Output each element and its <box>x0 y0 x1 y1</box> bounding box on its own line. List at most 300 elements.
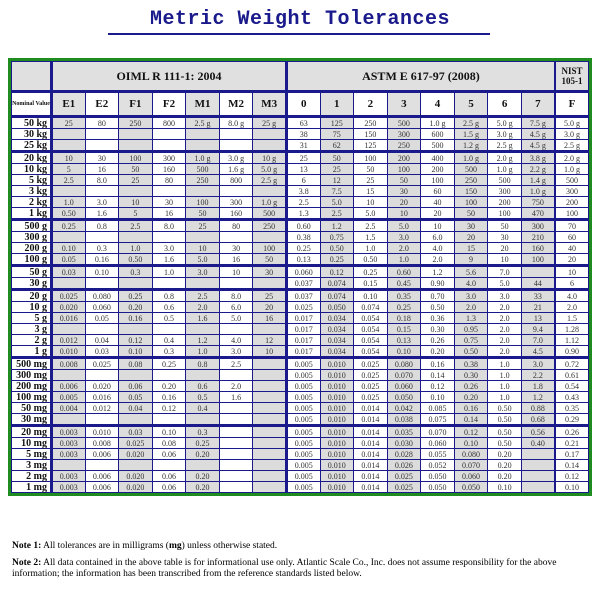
tolerance-cell: 13 <box>286 164 320 175</box>
tolerance-cell: 2.0 <box>488 313 522 324</box>
tolerance-cell <box>85 186 119 197</box>
tolerance-cell: 0.50 <box>52 208 86 220</box>
tolerance-cell: 200 <box>555 197 589 208</box>
tolerance-cell: 150 <box>454 186 488 197</box>
tolerance-cell: 6.0 <box>421 232 455 243</box>
tolerance-cell: 1.6 <box>186 313 220 324</box>
tolerance-cell <box>253 358 287 370</box>
tolerance-cell: 200 <box>421 164 455 175</box>
tolerance-cell: 20 <box>421 208 455 220</box>
tolerance-cell: 0.56 <box>521 426 555 438</box>
tolerance-cell: 50 <box>119 164 153 175</box>
nominal-value-cell: 30 kg <box>12 129 52 140</box>
tolerance-cell: 0.050 <box>387 392 421 403</box>
tolerance-cell: 0.13 <box>387 335 421 346</box>
tolerance-cell <box>521 266 555 278</box>
tolerance-cell: 100 <box>421 175 455 186</box>
tolerance-cell: 0.14 <box>454 414 488 426</box>
corner-cell <box>12 62 52 92</box>
tolerance-cell: 0.3 <box>119 266 153 278</box>
tolerance-cell: 0.020 <box>85 381 119 392</box>
tolerance-cell: 0.005 <box>286 403 320 414</box>
tolerance-cell: 0.25 <box>152 358 186 370</box>
tolerance-cell: 160 <box>521 243 555 254</box>
tolerance-cell: 0.05 <box>52 254 86 266</box>
tolerance-cell: 0.14 <box>421 370 455 381</box>
tolerance-cell: 0.40 <box>521 438 555 449</box>
tolerance-cell: 0.50 <box>488 438 522 449</box>
tolerance-cell: 0.50 <box>421 302 455 313</box>
tolerance-cell: 33 <box>521 290 555 302</box>
tolerance-cell: 0.60 <box>286 220 320 232</box>
tolerance-cell: 10 <box>421 220 455 232</box>
nominal-value-cell: 1 kg <box>12 208 52 220</box>
nominal-value-cell: 10 kg <box>12 164 52 175</box>
tolerance-cell: 0.025 <box>354 358 388 370</box>
tolerance-cell: 0.12 <box>119 335 153 346</box>
tolerance-cell <box>152 232 186 243</box>
tolerance-cell: 1.5 <box>354 232 388 243</box>
tolerance-cell <box>253 129 287 140</box>
tolerance-cell: 600 <box>421 129 455 140</box>
tolerance-cell: 40 <box>555 243 589 254</box>
tolerance-cell: 1.0 g <box>186 152 220 164</box>
tolerance-cell: 0.12 <box>555 471 589 482</box>
note-2-label: Note 2: <box>12 558 42 568</box>
tolerance-cell: 0.6 <box>186 381 220 392</box>
tolerance-cell: 0.008 <box>85 438 119 449</box>
table-row <box>12 152 589 164</box>
tolerance-cell: 10 <box>186 243 220 254</box>
tolerance-cell: 4.0 <box>555 290 589 302</box>
tolerance-table <box>11 61 589 493</box>
tolerance-table-frame <box>8 58 592 496</box>
tolerance-cell: 70 <box>555 220 589 232</box>
table-row <box>12 313 589 324</box>
nominal-value-cell: 50 g <box>12 266 52 278</box>
tolerance-cell: 0.10 <box>85 266 119 278</box>
tolerance-cell: 30 <box>152 197 186 208</box>
tolerance-cell: 10 <box>387 208 421 220</box>
table-row <box>12 346 589 358</box>
tolerance-cell: 0.017 <box>286 335 320 346</box>
tolerance-cell: 300 <box>555 186 589 197</box>
tolerance-cell: 2.5 <box>119 220 153 232</box>
tolerance-cell: 1.4 g <box>521 175 555 186</box>
tolerance-cell: 15 <box>454 243 488 254</box>
tolerance-cell: 0.010 <box>320 460 354 471</box>
tolerance-cell: 0.8 <box>186 358 220 370</box>
tolerance-cell <box>253 414 287 426</box>
tolerance-cell: 0.5 <box>152 313 186 324</box>
tolerance-cell: 7.5 g <box>521 117 555 129</box>
tolerance-cell: 0.035 <box>387 426 421 438</box>
tolerance-cell: 0.025 <box>85 358 119 370</box>
tolerance-cell <box>152 370 186 381</box>
table-row <box>12 381 589 392</box>
column-header: 0 <box>286 92 320 117</box>
tolerance-cell: 0.060 <box>286 266 320 278</box>
tolerance-cell: 1.6 <box>219 392 253 403</box>
tolerance-cell: 0.005 <box>286 381 320 392</box>
tolerance-cell <box>119 186 153 197</box>
tolerance-cell: 5.6 <box>454 266 488 278</box>
tolerance-cell: 0.030 <box>387 438 421 449</box>
tolerance-cell: 0.006 <box>85 471 119 482</box>
tolerance-cell: 3.0 <box>488 290 522 302</box>
tolerance-cell: 0.05 <box>85 313 119 324</box>
nominal-value-cell: 10 g <box>12 302 52 313</box>
tolerance-cell: 0.070 <box>421 426 455 438</box>
tolerance-cell: 0.028 <box>387 449 421 460</box>
tolerance-cell: 1.2 <box>421 266 455 278</box>
table-row <box>12 358 589 370</box>
tolerance-cell: 2.2 <box>521 370 555 381</box>
tolerance-cell: 1.0 g <box>454 152 488 164</box>
tolerance-cell: 8.0 g <box>219 117 253 129</box>
tolerance-cell: 60 <box>555 232 589 243</box>
nominal-value-cell: 200 mg <box>12 381 52 392</box>
tolerance-cell <box>52 232 86 243</box>
tolerance-cell: 0.21 <box>555 438 589 449</box>
column-header: F1 <box>119 92 153 117</box>
tolerance-cell <box>219 460 253 471</box>
tolerance-cell: 3.8 g <box>521 152 555 164</box>
tolerance-cell: 0.080 <box>387 358 421 370</box>
tolerance-cell: 0.10 <box>488 482 522 493</box>
table-row <box>12 220 589 232</box>
note-1-text-end: ) unless otherwise stated. <box>181 541 278 551</box>
tolerance-cell: 500 <box>555 175 589 186</box>
tolerance-cell: 0.35 <box>387 290 421 302</box>
tolerance-cell: 2.0 g <box>555 152 589 164</box>
nominal-value-cell: 3 kg <box>12 186 52 197</box>
tolerance-cell: 0.010 <box>320 414 354 426</box>
tolerance-cell: 0.8 <box>85 220 119 232</box>
tolerance-cell: 0.080 <box>454 449 488 460</box>
tolerance-cell <box>52 140 86 152</box>
nominal-value-cell: 5 kg <box>12 175 52 186</box>
tolerance-cell: 300 <box>219 197 253 208</box>
tolerance-cell: 0.006 <box>85 482 119 493</box>
tolerance-cell: 0.04 <box>119 403 153 414</box>
table-row <box>12 460 589 471</box>
tolerance-cell: 0.16 <box>119 313 153 324</box>
nominal-value-cell: 100 g <box>12 254 52 266</box>
tolerance-cell: 0.6 <box>152 302 186 313</box>
tolerance-cell: 200 <box>488 197 522 208</box>
tolerance-cell: 0.010 <box>320 482 354 493</box>
tolerance-cell: 12 <box>320 175 354 186</box>
tolerance-cell: 1.0 <box>152 266 186 278</box>
tolerance-cell: 6 <box>555 278 589 290</box>
tolerance-cell: 0.034 <box>320 313 354 324</box>
tolerance-cell: 1.0 <box>488 358 522 370</box>
tolerance-cell: 0.085 <box>421 403 455 414</box>
nominal-value-cell: 20 kg <box>12 152 52 164</box>
table-row <box>12 254 589 266</box>
note-2-text: All data contained in the above table is for informational use only. Atlantic Scale Co., Inc. does not assume responsibility for the above information; the information has been transcribed from the reference standards listed below. <box>12 558 557 579</box>
tolerance-cell: 0.060 <box>387 381 421 392</box>
tolerance-cell: 1.0 <box>488 392 522 403</box>
tolerance-cell <box>219 403 253 414</box>
tolerance-cell: 0.61 <box>555 370 589 381</box>
tolerance-cell: 0.010 <box>320 438 354 449</box>
nominal-value-cell: 1 mg <box>12 482 52 493</box>
column-header: F2 <box>152 92 186 117</box>
tolerance-cell: 2.0 <box>555 302 589 313</box>
table-row <box>12 186 589 197</box>
tolerance-cell: 0.080 <box>85 290 119 302</box>
tolerance-cell: 0.08 <box>152 438 186 449</box>
tolerance-cell <box>119 278 153 290</box>
tolerance-cell: 13 <box>521 313 555 324</box>
tolerance-cell: 2.0 <box>421 254 455 266</box>
tolerance-cell: 0.042 <box>387 403 421 414</box>
column-header: E2 <box>85 92 119 117</box>
tolerance-cell: 0.005 <box>286 460 320 471</box>
tolerance-cell: 0.14 <box>555 460 589 471</box>
tolerance-cell: 0.16 <box>421 358 455 370</box>
tolerance-cell <box>186 232 220 243</box>
tolerance-cell: 8.0 <box>85 175 119 186</box>
tolerance-cell: 20 <box>253 302 287 313</box>
tolerance-cell: 25 <box>286 152 320 164</box>
tolerance-cell <box>186 140 220 152</box>
tolerance-cell: 0.010 <box>320 392 354 403</box>
oiml-group-header: OIML R 111-1: 2004 <box>52 62 287 92</box>
tolerance-cell: 50 <box>488 220 522 232</box>
tolerance-cell: 25 <box>52 117 86 129</box>
tolerance-cell: 25 <box>186 220 220 232</box>
tolerance-cell: 5.0 <box>320 197 354 208</box>
table-row <box>12 335 589 346</box>
tolerance-cell: 470 <box>521 208 555 220</box>
tolerance-cell: 100 <box>186 197 220 208</box>
table-row <box>12 175 589 186</box>
tolerance-cell: 7.0 <box>488 266 522 278</box>
tolerance-cell <box>219 482 253 493</box>
tolerance-cell: 0.30 <box>421 324 455 335</box>
table-row <box>12 370 589 381</box>
tolerance-cell: 3.0 <box>85 197 119 208</box>
tolerance-cell: 3.0 <box>521 358 555 370</box>
nominal-value-cell: 200 g <box>12 243 52 254</box>
tolerance-cell: 0.90 <box>555 346 589 358</box>
tolerance-cell: 0.060 <box>421 438 455 449</box>
tolerance-cell: 5 <box>119 208 153 220</box>
tolerance-cell: 300 <box>152 152 186 164</box>
tolerance-cell: 30 <box>253 266 287 278</box>
tolerance-cell: 0.3 <box>186 426 220 438</box>
tolerance-cell: 0.034 <box>320 346 354 358</box>
nominal-value-cell: 30 mg <box>12 414 52 426</box>
tolerance-cell <box>219 278 253 290</box>
tolerance-cell: 20 <box>555 254 589 266</box>
tolerance-cell: 0.17 <box>555 449 589 460</box>
tolerance-cell: 10 <box>488 254 522 266</box>
tolerance-cell: 0.5 <box>186 392 220 403</box>
tolerance-cell: 5.0 g <box>555 117 589 129</box>
tolerance-cell <box>253 370 287 381</box>
tolerance-cell: 0.12 <box>421 381 455 392</box>
tolerance-cell: 0.034 <box>320 324 354 335</box>
tolerance-cell: 0.014 <box>354 438 388 449</box>
tolerance-cell: 0.010 <box>320 358 354 370</box>
column-header: 3 <box>387 92 421 117</box>
tolerance-cell: 1.8 <box>521 381 555 392</box>
tolerance-cell: 1.6 <box>152 254 186 266</box>
tolerance-cell <box>186 414 220 426</box>
tolerance-cell: 0.50 <box>119 254 153 266</box>
tolerance-cell <box>253 449 287 460</box>
tolerance-cell: 250 <box>387 140 421 152</box>
note-2 <box>12 558 592 580</box>
tolerance-cell: 80 <box>152 175 186 186</box>
tolerance-cell: 80 <box>85 117 119 129</box>
tolerance-cell <box>85 370 119 381</box>
tolerance-cell: 800 <box>219 175 253 186</box>
tolerance-cell <box>152 460 186 471</box>
tolerance-cell: 250 <box>354 117 388 129</box>
tolerance-cell: 0.037 <box>286 290 320 302</box>
tolerance-cell: 3.0 <box>219 346 253 358</box>
tolerance-cell: 0.4 <box>152 335 186 346</box>
tolerance-cell: 0.50 <box>488 414 522 426</box>
tolerance-cell <box>253 392 287 403</box>
tolerance-cell <box>186 370 220 381</box>
tolerance-cell: 0.074 <box>320 278 354 290</box>
tolerance-cell <box>253 140 287 152</box>
tolerance-cell: 0.006 <box>85 449 119 460</box>
nominal-value-cell: 100 mg <box>12 392 52 403</box>
tolerance-cell: 125 <box>354 140 388 152</box>
nominal-value-cell: 2 g <box>12 335 52 346</box>
tolerance-cell: 2.5 <box>52 175 86 186</box>
tolerance-cell: 0.014 <box>354 460 388 471</box>
tolerance-cell: 10 <box>555 266 589 278</box>
tolerance-cell: 0.03 <box>85 346 119 358</box>
nominal-value-cell: 1 g <box>12 346 52 358</box>
tolerance-cell: 0.50 <box>488 403 522 414</box>
tolerance-cell <box>152 140 186 152</box>
tolerance-cell <box>52 414 86 426</box>
tolerance-cell: 30 <box>387 186 421 197</box>
tolerance-cell <box>85 460 119 471</box>
tolerance-cell: 200 <box>387 152 421 164</box>
tolerance-cell: 0.25 <box>119 290 153 302</box>
table-row <box>12 302 589 313</box>
tolerance-cell: 1.0 g <box>555 164 589 175</box>
tolerance-cell <box>253 460 287 471</box>
tolerance-cell: 100 <box>521 254 555 266</box>
tolerance-cell <box>219 324 253 335</box>
table-row <box>12 232 589 243</box>
tolerance-cell: 0.16 <box>152 392 186 403</box>
tolerance-cell: 2.5 <box>219 358 253 370</box>
nominal-value-header: Nominal Value <box>12 92 52 117</box>
tolerance-cell: 0.29 <box>555 414 589 426</box>
tolerance-cell: 0.050 <box>454 482 488 493</box>
table-row <box>12 208 589 220</box>
tolerance-cell: 16 <box>85 164 119 175</box>
tolerance-cell: 2.5 <box>320 208 354 220</box>
tolerance-cell: 0.020 <box>52 302 86 313</box>
tolerance-cell: 2.0 g <box>488 152 522 164</box>
tolerance-cell <box>52 129 86 140</box>
tolerance-cell: 2.0 <box>454 302 488 313</box>
tolerance-cell: 5.0 <box>488 278 522 290</box>
tolerance-cell <box>253 426 287 438</box>
tolerance-cell: 0.10 <box>52 243 86 254</box>
tolerance-cell: 0.025 <box>119 438 153 449</box>
column-header: M1 <box>186 92 220 117</box>
tolerance-cell: 10 <box>219 266 253 278</box>
tolerance-cell: 1.3 <box>286 208 320 220</box>
tolerance-cell: 4.5 g <box>521 129 555 140</box>
table-row <box>12 403 589 414</box>
tolerance-cell: 10 <box>354 197 388 208</box>
tolerance-cell: 0.074 <box>354 302 388 313</box>
tolerance-cell: 4.5 g <box>521 140 555 152</box>
tolerance-cell: 100 <box>488 208 522 220</box>
nominal-value-cell: 5 g <box>12 313 52 324</box>
nominal-value-cell: 3 mg <box>12 460 52 471</box>
tolerance-cell: 2.0 <box>219 381 253 392</box>
tolerance-cell: 0.4 <box>186 403 220 414</box>
tolerance-cell: 0.060 <box>454 471 488 482</box>
tolerance-cell: 21 <box>521 302 555 313</box>
tolerance-cell: 0.017 <box>286 313 320 324</box>
tolerance-cell: 2.5 <box>286 197 320 208</box>
table-row <box>12 324 589 335</box>
tolerance-cell <box>253 232 287 243</box>
tolerance-cell: 8.0 <box>152 220 186 232</box>
tolerance-cell <box>52 370 86 381</box>
tolerance-cell: 0.20 <box>152 381 186 392</box>
tolerance-cell: 2.5 g <box>555 140 589 152</box>
tolerance-cell: 0.025 <box>286 302 320 313</box>
tolerance-cell: 0.005 <box>52 392 86 403</box>
column-header: F <box>555 92 589 117</box>
tolerance-cell: 0.25 <box>286 243 320 254</box>
column-header: M3 <box>253 92 287 117</box>
tolerance-cell: 38 <box>286 129 320 140</box>
tolerance-cell: 160 <box>219 208 253 220</box>
tolerance-cell: 0.010 <box>85 426 119 438</box>
tolerance-cell: 0.12 <box>320 266 354 278</box>
tolerance-cell: 0.075 <box>421 414 455 426</box>
nist-group-header: NIST 105-1 <box>555 62 589 92</box>
tolerance-cell: 0.25 <box>354 266 388 278</box>
tolerance-cell: 9 <box>454 254 488 266</box>
tolerance-cell <box>219 186 253 197</box>
tolerance-cell: 20 <box>454 232 488 243</box>
tolerance-cell <box>219 129 253 140</box>
tolerance-cell: 0.60 <box>387 266 421 278</box>
tolerance-cell: 1.3 <box>454 313 488 324</box>
table-row <box>12 290 589 302</box>
tolerance-cell: 0.005 <box>286 370 320 381</box>
tolerance-cell <box>186 186 220 197</box>
tolerance-cell: 0.050 <box>320 302 354 313</box>
tolerance-cell: 1.0 <box>52 197 86 208</box>
nominal-value-cell: 5 mg <box>12 449 52 460</box>
tolerance-cell: 0.3 <box>152 346 186 358</box>
tolerance-cell: 0.003 <box>52 471 86 482</box>
tolerance-cell: 5.0 g <box>253 164 287 175</box>
tolerance-cell: 0.8 <box>152 290 186 302</box>
